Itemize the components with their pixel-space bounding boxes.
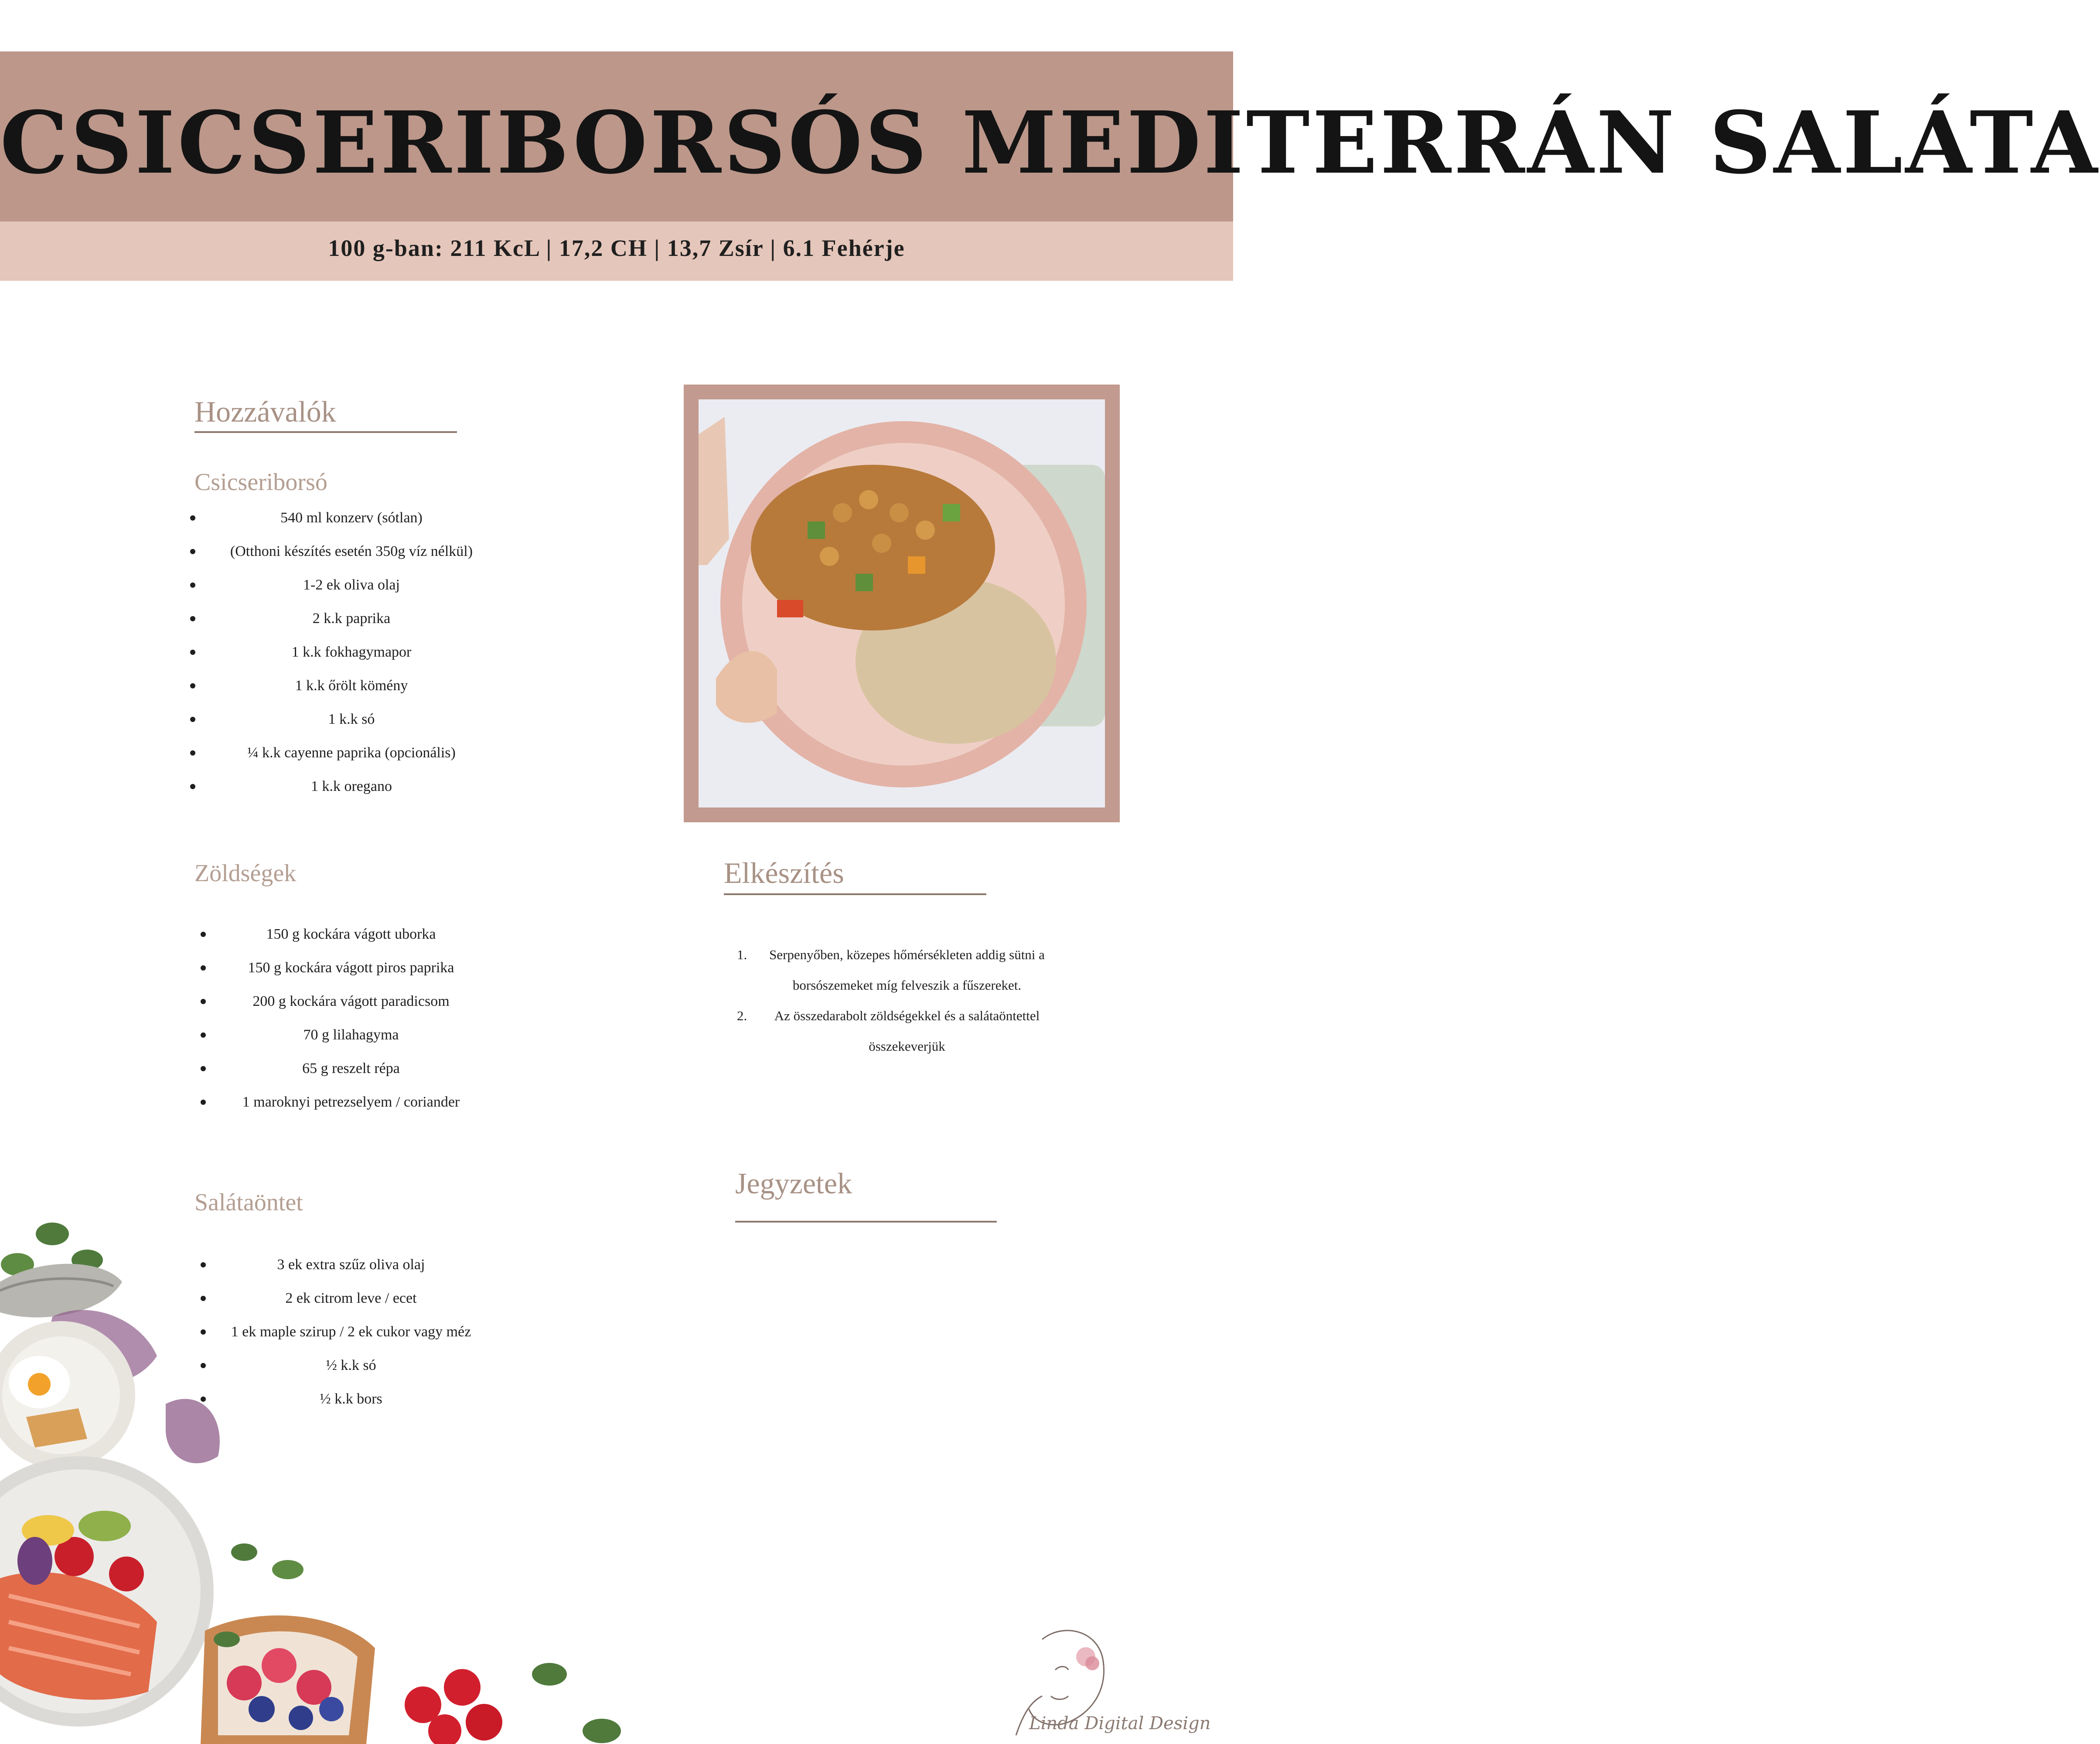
bullet-icon [190,717,195,722]
salad-bowl-illustration [699,399,1105,807]
list-item: ½ k.k bors [201,1382,501,1416]
list-item: 3 ek extra szűz oliva olaj [201,1248,501,1281]
list-item: 2 k.k paprika [190,602,513,635]
bullet-icon [201,999,206,1004]
list-item: 1 k.k só [190,702,513,736]
list-item: 65 g reszelt répa [201,1052,501,1085]
bullet-icon [201,1100,206,1105]
step-1-continued [724,970,1090,1001]
bullet-icon [201,932,206,937]
preparation-steps [724,940,1090,1062]
list-item: 1 ek maple szirup / 2 ek cukor vagy méz [201,1315,501,1349]
list-item: ¼ k.k cayenne paprika (opcionális) [190,736,513,770]
list-item: 1 k.k fokhagymapor [190,635,513,669]
notes-heading-rule [735,1221,997,1223]
step-text: összekeverjük [869,1039,945,1054]
step-text: Serpenyőben, közepes hőmérsékleten addig sütni a [769,947,1045,962]
recipe-title: CSICSERIBORSÓS MEDITERRÁN SALÁTA [0,93,2100,193]
step-text: borsószemeket míg felveszik a fűszereket. [792,978,1022,993]
list-item: (Otthoni készítés esetén 350g víz nélkül) [190,535,513,568]
group-title-vegetables: Zöldségek [194,860,297,887]
step-2 [724,1001,1090,1031]
preparation-heading: Elkészítés [724,856,844,889]
ingredients-heading: Hozzávalók [194,395,336,428]
bullet-icon [190,582,195,588]
list-item: 1-2 ek oliva olaj [190,568,513,602]
bullet-icon [190,650,195,655]
bullet-icon [190,784,195,789]
bullet-icon [201,965,206,971]
list-item: ½ k.k só [201,1349,501,1382]
ingredients-heading-rule [194,431,457,433]
notes-heading: Jegyzetek [735,1167,852,1200]
list-item: 1 k.k oregano [190,770,513,803]
bullet-icon [201,1032,206,1038]
step-1 [724,940,1090,970]
list-item: 2 ek citrom leve / ecet [201,1281,501,1315]
bullet-icon [190,616,195,621]
bullet-icon [190,549,195,554]
list-item: 200 g kockára vágott paradicsom [201,984,501,1018]
chickpea-list [190,501,513,803]
bullet-icon [190,683,195,688]
step-2-continued [724,1031,1090,1062]
step-number: 1. [737,947,747,962]
group-title-chickpea: Csicseriborsó [194,469,327,496]
bullet-icon [190,750,195,756]
vegetables-list [201,917,501,1119]
food-illustration [0,1212,628,1744]
preparation-heading-rule [724,893,986,895]
list-item: 150 g kockára vágott piros paprika [201,951,501,984]
list-item: 540 ml konzerv (sótlan) [190,501,513,535]
bullet-icon [190,515,195,521]
list-item: 1 k.k őrölt kömény [190,669,513,702]
nutrition-info: 100 g-ban: 211 KcL | 17,2 CH | 13,7 Zsír | 6.1 Fehérje [328,235,905,261]
salad-photo [699,399,1105,807]
photo-frame [684,385,1120,822]
step-number: 2. [737,1008,747,1023]
step-text: Az összedarabolt zöldségekkel és a salátaöntettel [774,1008,1040,1023]
list-item: 1 maroknyi petrezselyem / coriander [201,1085,501,1119]
bullet-icon [201,1066,206,1071]
group-title-dressing: Salátaöntet [194,1189,303,1216]
brand-signature: Linda Digital Design [1029,1713,1211,1734]
list-item: 150 g kockára vágott uborka [201,917,501,951]
list-item: 70 g lilahagyma [201,1018,501,1052]
